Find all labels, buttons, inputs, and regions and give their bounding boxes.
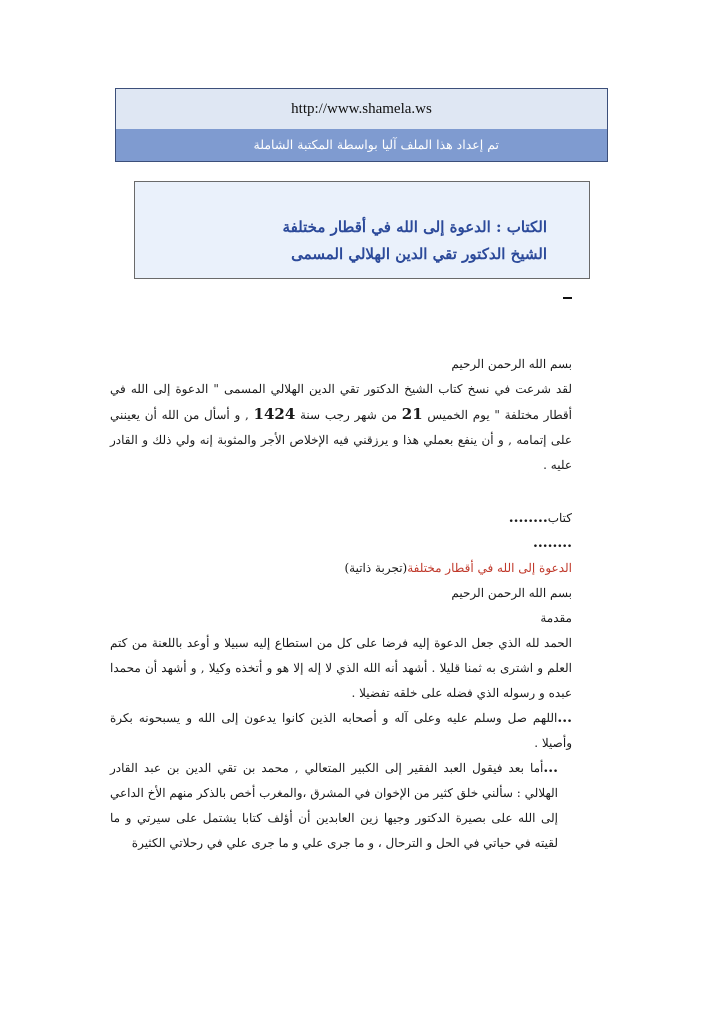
kitab-dots: ........: [508, 510, 548, 526]
intro-day-number: 21: [401, 405, 423, 423]
book-heading-note: (تجربة ذاتية): [344, 561, 408, 575]
basmala-2: بسم الله الرحمن الرحيم: [451, 586, 572, 600]
paragraph-2-text: اللهم صل وسلم عليه وعلى آله و أصحابه الذين كانوا يدعون إلى الله و يسبحونه بكرة وأصيلا .: [110, 711, 572, 750]
intro-paragraph: [110, 377, 572, 478]
intro-text-a: لقد شرعت في نسخ كتاب الشيخ الدكتور تقي الدين الهلالي المسمى " الدعوة إلى الله في أقطار مختلفة " يوم الخميس: [110, 382, 572, 422]
book-heading-line: [110, 556, 572, 581]
paragraph-3-text: أما بعد فيقول العبد الفقير إلى الكبير المتعالي , محمد بن تقي الدين بن عبد القادر الهلالي : سألني خلق كثير من الإخوان في المشرق ،والمغرب أخص بالذكر منهم الأخ الداعي إلى الله على بصيرة الدكتور وجيها زين العابدين أن أؤلف كتابا يشتمل على سيرتي و ما لقيته في حياتي في الحل و الترحال ، و ما جرى علي و ما جرى علي في رحلاتي الكثيرة: [110, 761, 558, 850]
separator-dash: [563, 297, 572, 299]
kitab-word: كتاب: [547, 511, 572, 525]
kitab-line: [110, 506, 572, 531]
basmala: بسم الله الرحمن الرحيم: [451, 357, 572, 371]
shamela-header-box: [115, 88, 608, 162]
paragraph-3-dots: ...: [543, 760, 559, 776]
auto-prepared-note: تم إعداد هذا الملف آليا بواسطة المكتبة الشاملة: [116, 129, 607, 161]
paragraph-2-dots: ...: [557, 710, 573, 726]
document-body: [110, 352, 572, 856]
paragraph-2: [110, 706, 572, 756]
website-url[interactable]: http://www.shamela.ws: [116, 89, 607, 129]
intro-year-number: 1424: [253, 405, 296, 423]
intro-text-b: من شهر رجب سنة: [295, 408, 402, 422]
dots-line: ........: [533, 535, 572, 551]
paragraph-1: الحمد لله الذي جعل الدعوة إليه فرضا على كل من استطاع إليه سبيلا و أوعد باللعنة من كتم العلم و اشترى به ثمنا قليلا . أشهد أنه الله الذي لا إله إلا هو و أتخذه وكيلا , و أشهد أن محمدا عبده و رسوله الذي فضله على خلقه تفضيلا .: [110, 636, 572, 700]
book-heading: الدعوة إلى الله في أقطار مختلفة: [407, 561, 572, 575]
book-author: الشيخ الدكتور تقي الدين الهلالي المسمى: [291, 245, 547, 263]
intro-text-c: , و أسأل من الله أن يعينني على إتمامه , و أن ينفع بعملي هذا و يرزقني فيه الإخلاص الأجر والمثوبة إنه ولي ذلك و القادر عليه .: [110, 408, 572, 472]
introduction-heading: مقدمة: [540, 611, 572, 625]
book-title: الكتاب : الدعوة إلى الله في أقطار مختلفة: [282, 218, 547, 236]
paragraph-3: [110, 756, 572, 856]
book-title-box: [134, 181, 590, 279]
